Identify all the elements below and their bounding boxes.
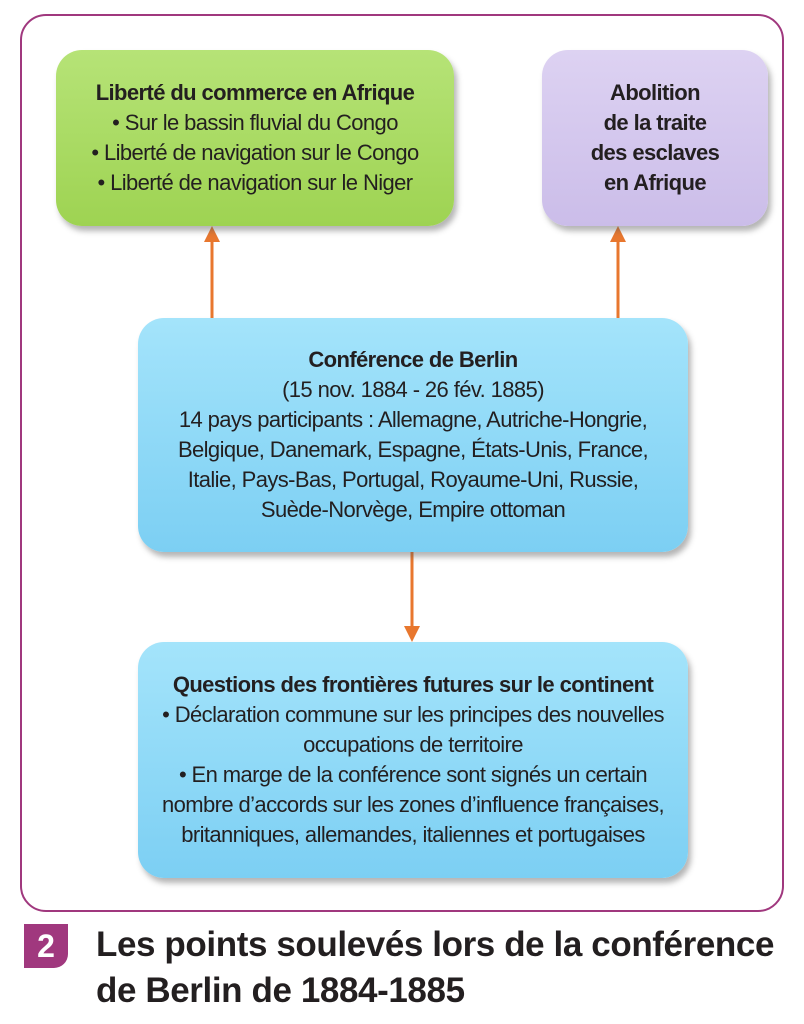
participants-line: Italie, Pays-Bas, Portugal, Royaume-Uni, Russie, xyxy=(187,467,639,492)
abolition-line: de la traite xyxy=(603,110,707,135)
trade-freedom-item: • Liberté de navigation sur le Congo xyxy=(91,140,419,165)
participants-line: Suède-Norvège, Empire ottoman xyxy=(260,497,566,522)
borders-line: nombre d’accords sur les zones d’influence françaises, xyxy=(162,792,664,817)
slave-trade-abolition-box xyxy=(542,50,768,226)
abolition-line: des esclaves xyxy=(590,140,720,165)
arrow-to-trade-box xyxy=(200,226,224,320)
abolition-line: Abolition xyxy=(610,80,700,105)
berlin-conference-box xyxy=(138,318,688,552)
trade-freedom-item: • Sur le bassin fluvial du Congo xyxy=(112,110,398,135)
participants-line: Belgique, Danemark, Espagne, États-Unis, France, xyxy=(177,437,649,462)
trade-freedom-item: • Liberté de navigation sur le Niger xyxy=(97,170,413,195)
borders-line: • En marge de la conférence sont signés un certain xyxy=(178,762,648,787)
participants-line: 14 pays participants : Allemagne, Autriche-Hongrie, xyxy=(178,407,648,432)
arrow-to-borders-box xyxy=(400,552,424,642)
caption-line: de Berlin de 1884-1885 xyxy=(96,971,465,1010)
conference-dates: (15 nov. 1884 - 26 fév. 1885) xyxy=(282,377,544,402)
figure-caption xyxy=(96,922,786,1014)
borders-line: • Déclaration commune sur les principes des nouvelles xyxy=(162,702,664,727)
figure-number-badge: 2 xyxy=(24,924,68,968)
trade-freedom-title: Liberté du commerce en Afrique xyxy=(95,80,415,105)
borders-title: Questions des frontières futures sur le continent xyxy=(172,672,654,697)
abolition-line: en Afrique xyxy=(604,170,706,195)
conference-title: Conférence de Berlin xyxy=(308,347,518,372)
future-borders-box xyxy=(138,642,688,878)
caption-line: Les points soulevés lors de la conférence xyxy=(96,925,775,964)
trade-freedom-box xyxy=(56,50,454,226)
borders-line: britanniques, allemandes, italiennes et portugaises xyxy=(181,822,645,847)
borders-line: occupations de territoire xyxy=(303,732,523,757)
arrow-to-slavery-box xyxy=(606,226,630,320)
